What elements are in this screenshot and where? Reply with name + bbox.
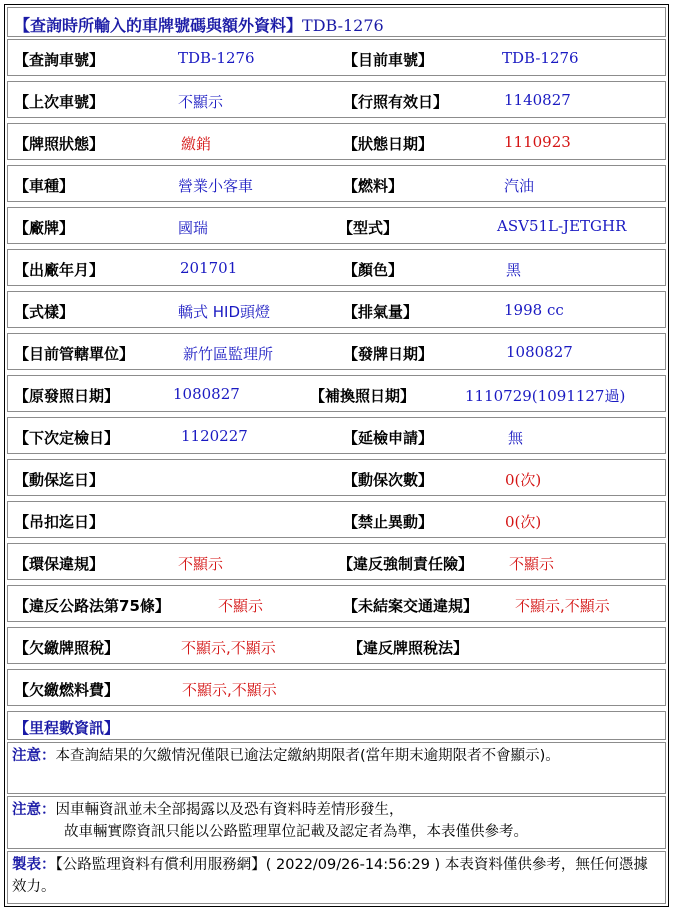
value-license-valid: 1140827 bbox=[504, 91, 571, 109]
row-license-tax bbox=[7, 627, 666, 664]
label-next-inspection: 【下次定檢日】 bbox=[14, 429, 120, 447]
note-overdue bbox=[7, 742, 666, 794]
label-unpaid-license-tax: 【欠繳牌照稅】 bbox=[14, 639, 120, 657]
label-status-date: 【狀態日期】 bbox=[343, 135, 434, 153]
value-insurance-violation: 不顯示 bbox=[509, 555, 555, 573]
row-original-issue bbox=[7, 375, 666, 412]
note2-line1: 因車輛資訊並未全部揭露以及恐有資料時差情形發生， bbox=[55, 802, 404, 818]
label-vehicle-type: 【車種】 bbox=[14, 177, 75, 195]
label-suspension-end: 【吊扣迄日】 bbox=[14, 513, 105, 531]
label-transfer-ban: 【禁止異動】 bbox=[343, 513, 434, 531]
value-manufacture-date: 201701 bbox=[180, 259, 238, 277]
value-inspection-extension: 無 bbox=[508, 429, 524, 447]
value-current-plate: TDB-1276 bbox=[502, 49, 579, 67]
value-plate-status: 繳銷 bbox=[181, 135, 212, 153]
row-style bbox=[7, 291, 666, 328]
value-model: ASV51L-JETGHR bbox=[497, 217, 627, 235]
label-issue-date: 【發牌日期】 bbox=[343, 345, 434, 363]
label-last-plate: 【上次車號】 bbox=[14, 93, 105, 111]
label-brand: 【廠牌】 bbox=[14, 219, 75, 237]
row-jurisdiction bbox=[7, 333, 666, 370]
value-fuel: 汽油 bbox=[504, 177, 535, 195]
value-vehicle-type: 營業小客車 bbox=[178, 177, 254, 195]
value-unpaid-fuel-fee: 不顯示,不顯示 bbox=[182, 681, 277, 699]
note1-label: 注意： bbox=[12, 748, 56, 764]
value-last-plate: 不顯示 bbox=[178, 93, 224, 111]
label-license-tax-law: 【違反牌照稅法】 bbox=[348, 639, 469, 657]
header-title bbox=[14, 13, 384, 36]
value-chattel-count: 0(次) bbox=[505, 471, 542, 489]
label-inspection-extension: 【延檢申請】 bbox=[343, 429, 434, 447]
value-original-issue: 1080827 bbox=[173, 385, 240, 403]
header-bracket-title: 【查詢時所輸入的車牌號碼與額外資料】 bbox=[14, 16, 303, 35]
value-displacement: 1998 cc bbox=[504, 301, 564, 319]
label-chattel-count: 【動保次數】 bbox=[343, 471, 434, 489]
row-brand bbox=[7, 207, 666, 244]
row-manufacture bbox=[7, 249, 666, 286]
label-license-valid: 【行照有效日】 bbox=[343, 93, 449, 111]
value-env-violation: 不顯示 bbox=[178, 555, 224, 573]
value-brand: 國瑞 bbox=[178, 219, 209, 237]
value-highway-law-75: 不顯示 bbox=[218, 597, 264, 615]
value-status-date: 1110923 bbox=[504, 133, 571, 151]
label-env-violation: 【環保違規】 bbox=[14, 555, 105, 573]
row-suspension bbox=[7, 501, 666, 538]
note-disclaimer bbox=[7, 796, 666, 849]
value-issue-date: 1080827 bbox=[506, 343, 573, 361]
note2-label: 注意： bbox=[12, 802, 56, 818]
value-jurisdiction: 新竹區監理所 bbox=[183, 345, 274, 363]
label-original-issue: 【原發照日期】 bbox=[14, 387, 120, 405]
label-jurisdiction: 【目前管轄單位】 bbox=[14, 345, 135, 363]
value-transfer-ban: 0(次) bbox=[505, 513, 542, 531]
row-inspection bbox=[7, 417, 666, 454]
header-plate: TDB-1276 bbox=[302, 16, 384, 35]
label-open-traffic-violation: 【未結案交通違規】 bbox=[343, 597, 479, 615]
row-env-violation bbox=[7, 543, 666, 580]
note2-line2: 故車輛實際資訊只能以公路監理單位記載及認定者為準，本表僅供參考。 bbox=[64, 824, 528, 840]
row-plate bbox=[7, 39, 666, 76]
label-chattel-end: 【動保迄日】 bbox=[14, 471, 105, 489]
footer-label: 製表： bbox=[12, 857, 56, 873]
value-next-inspection: 1120227 bbox=[181, 427, 248, 445]
row-fuel-fee bbox=[7, 669, 666, 706]
value-query-plate: TDB-1276 bbox=[178, 49, 255, 67]
value-open-traffic-violation: 不顯示,不顯示 bbox=[515, 597, 610, 615]
label-reissue-date: 【補換照日期】 bbox=[310, 387, 416, 405]
label-manufacture-date: 【出廠年月】 bbox=[14, 261, 105, 279]
row-highway-law bbox=[7, 585, 666, 622]
value-color: 黑 bbox=[506, 261, 522, 279]
mileage-title: 【里程數資訊】 bbox=[14, 719, 120, 737]
label-current-plate: 【目前車號】 bbox=[343, 51, 434, 69]
row-last-plate bbox=[7, 81, 666, 118]
label-fuel: 【燃料】 bbox=[343, 177, 404, 195]
row-vehicle-type bbox=[7, 165, 666, 202]
label-model: 【型式】 bbox=[338, 219, 399, 237]
value-reissue-date: 1110729(1091127過) bbox=[465, 387, 626, 405]
label-color: 【顏色】 bbox=[343, 261, 404, 279]
footer-text: 【公路監理資料有償利用服務網】( 2022/09/26-14:56:29 ) 本表資料僅供參考，無任何憑據效力。 bbox=[12, 857, 648, 895]
value-style: 轎式 HID頭燈 bbox=[178, 303, 271, 321]
row-plate-status bbox=[7, 123, 666, 160]
label-insurance-violation: 【違反強制責任險】 bbox=[338, 555, 474, 573]
row-chattel bbox=[7, 459, 666, 496]
label-query-plate: 【查詢車號】 bbox=[14, 51, 105, 69]
report-header bbox=[7, 7, 666, 37]
mileage-section bbox=[7, 711, 666, 740]
footer bbox=[7, 851, 666, 904]
value-unpaid-license-tax: 不顯示,不顯示 bbox=[181, 639, 276, 657]
note1-text: 本查詢結果的欠繳情況僅限已逾法定繳納期限者(當年期末逾期限者不會顯示)。 bbox=[55, 748, 560, 764]
label-plate-status: 【牌照狀態】 bbox=[14, 135, 105, 153]
label-unpaid-fuel-fee: 【欠繳燃料費】 bbox=[14, 681, 120, 699]
label-highway-law-75: 【違反公路法第75條】 bbox=[14, 597, 170, 615]
label-displacement: 【排氣量】 bbox=[343, 303, 419, 321]
label-style: 【式樣】 bbox=[14, 303, 75, 321]
